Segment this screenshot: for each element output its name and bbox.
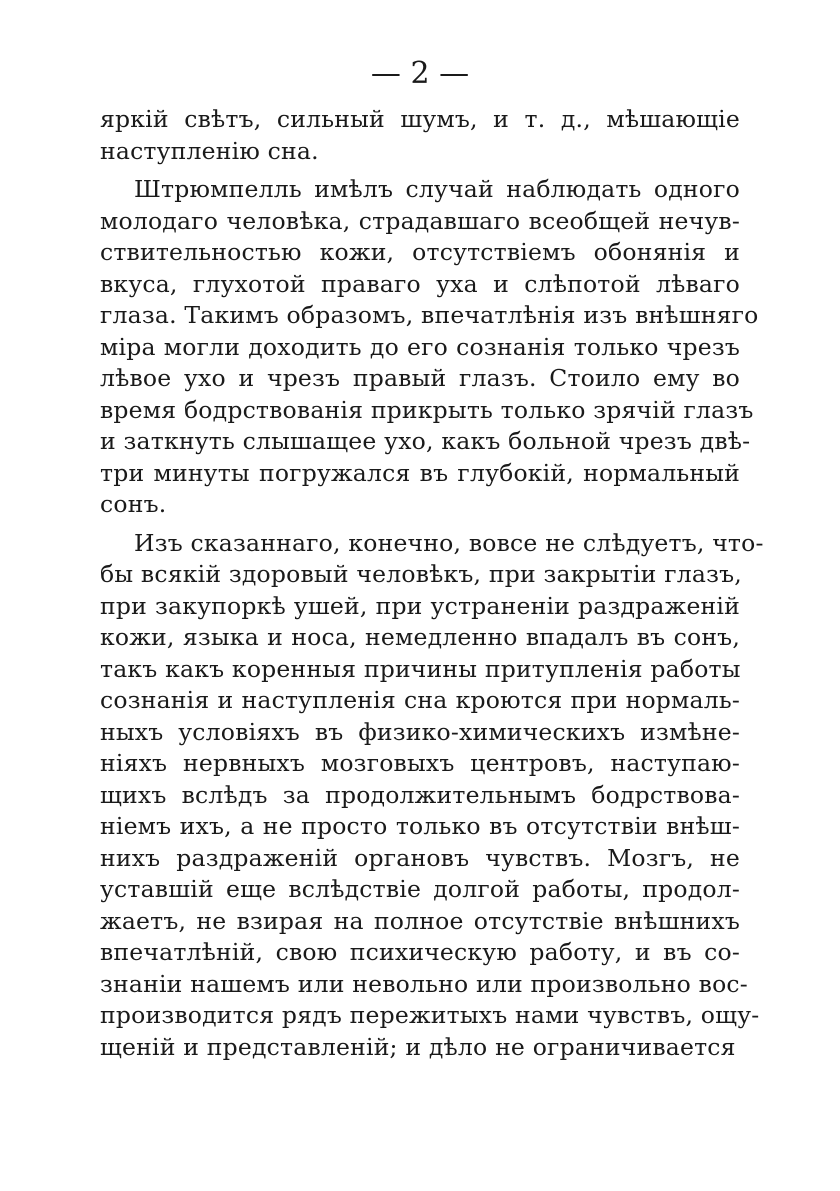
text-line: три минуты погружался въ глубокій, нормальный	[100, 458, 740, 487]
text-line: щихъ вслѣдъ за продолжительнымъ бодрствова-	[100, 780, 740, 809]
text-line: такъ какъ коренныя причины притупленія работы	[100, 654, 741, 683]
body-text	[100, 104, 764, 1063]
text-line: бы всякій здоровый человѣкъ, при закрытіи глазъ,	[100, 560, 742, 588]
text-line: ныхъ условіяхъ въ физико-химическихъ измѣне-	[100, 717, 740, 746]
text-line: молодаго человѣка, страдавшаго всеобщей нечув-	[100, 206, 740, 235]
text-line: Изъ сказаннаго, конечно, вовсе не слѣдуетъ, что-	[134, 528, 764, 557]
paragraph	[100, 104, 740, 167]
text-line: знаніи нашемъ или невольно или произвольно вос-	[100, 969, 748, 998]
text-line: наступленію сна.	[100, 136, 319, 165]
text-line: при закупоркѣ ушей, при устраненіи раздраженій	[100, 591, 740, 620]
text-line: сознанія и наступленія сна кроются при нормаль-	[100, 686, 740, 714]
text-line: вкуса, глухотой праваго уха и слѣпотой лѣваго	[100, 269, 740, 298]
text-line: ствительностью кожи, отсутствіемъ обонянія и	[100, 238, 740, 266]
text-line: лѣвое ухо и чрезъ правый глазъ. Стоило ему во	[100, 364, 740, 392]
text-line: и заткнуть слышащее ухо, какъ больной чрезъ двѣ-	[100, 427, 751, 455]
text-line: ніяхъ нервныхъ мозговыхъ центровъ, наступаю-	[100, 749, 740, 777]
text-line: жаетъ, не взирая на полное отсутствіе внѣшнихъ	[100, 906, 740, 935]
text-line: впечатлѣній, свою психическую работу, и въ со-	[100, 938, 740, 966]
text-line: кожи, языка и носа, немедленно впадалъ въ сонъ,	[100, 623, 740, 651]
text-line: время бодрствованія прикрыть только зрячій глазъ	[100, 395, 754, 424]
text-line: сонъ.	[100, 490, 167, 518]
text-line: Штрюмпелль имѣлъ случай наблюдать одного	[134, 175, 740, 203]
text-line: глаза. Такимъ образомъ, впечатлѣнія изъ внѣшняго	[100, 301, 759, 329]
text-line: ніемъ ихъ, а не просто только въ отсутствіи внѣш-	[100, 812, 740, 840]
text-line: міра могли доходить до его сознанія только чрезъ	[100, 332, 740, 361]
text-line: нихъ раздраженій органовъ чувствъ. Мозгъ, не	[100, 843, 740, 872]
text-line: щеній и представленій; и дѣло не ограничивается	[100, 1032, 736, 1061]
text-line: яркій свѣтъ, сильный шумъ, и т. д., мѣшающіе	[100, 105, 740, 133]
paragraph	[100, 528, 764, 1064]
page-number: — 2 —	[370, 56, 470, 91]
text-line: производится рядъ пережитыхъ нами чувствъ, ощу-	[100, 1001, 760, 1029]
paragraph	[100, 174, 759, 521]
text-line: уставшій еще вслѣдствіе долгой работы, продол-	[100, 875, 740, 903]
